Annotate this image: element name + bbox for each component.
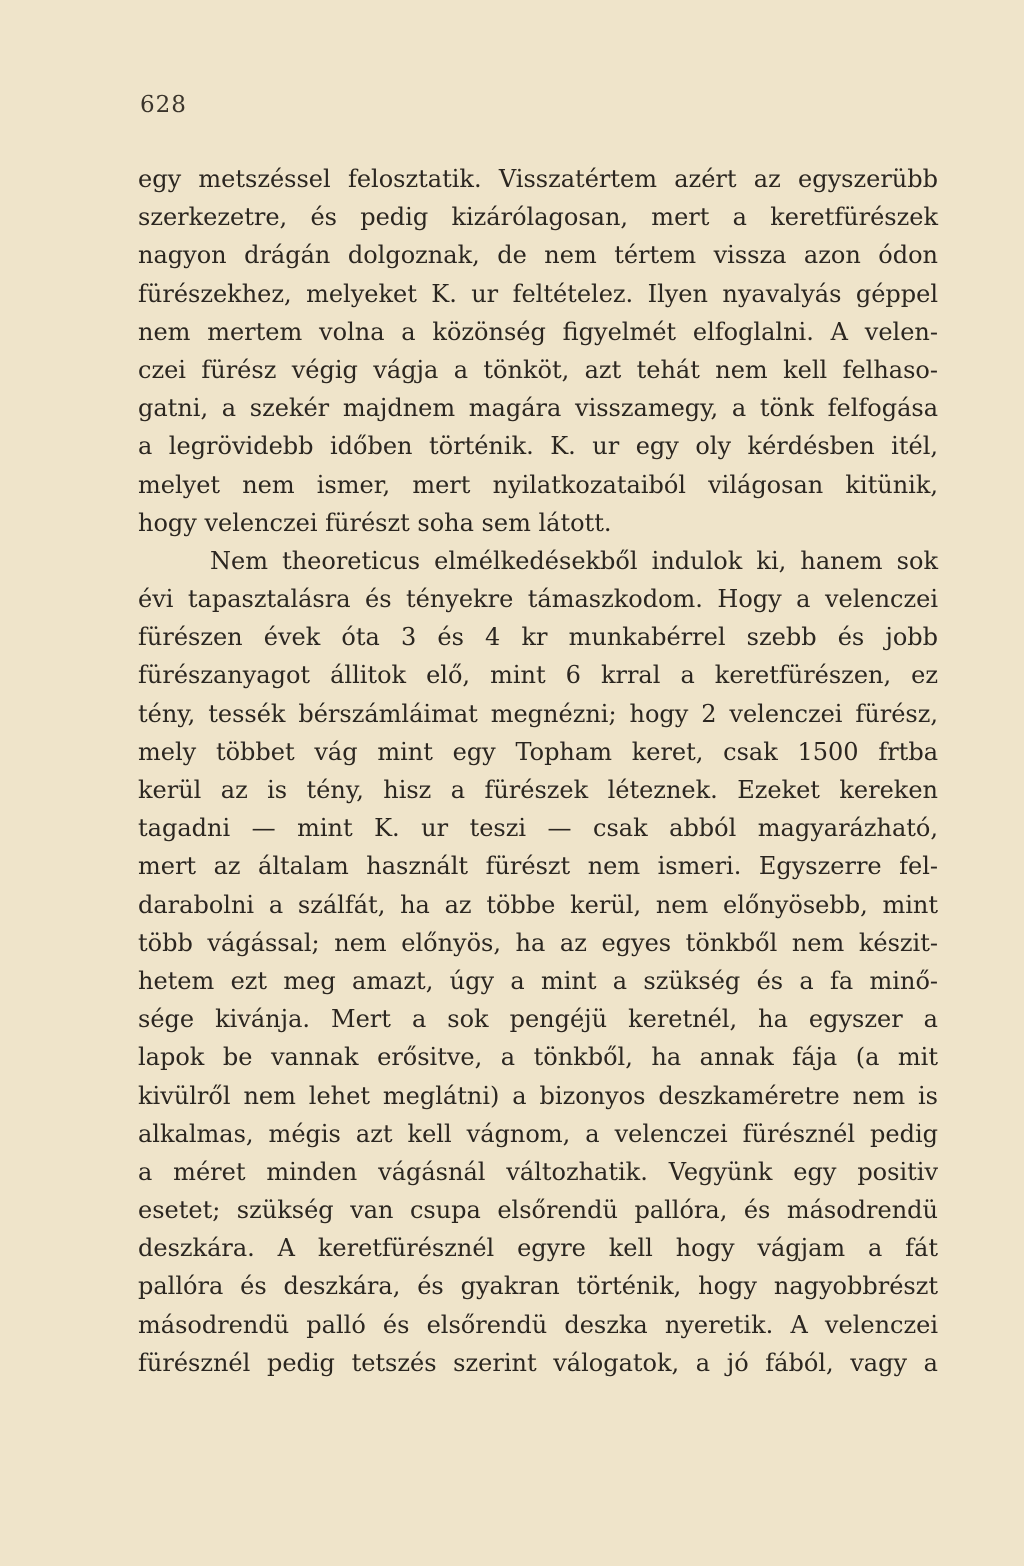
text-line: fürészen évek óta 3 és 4 kr munkabérrel szebb és jobb xyxy=(138,623,938,652)
text-line: a legrövidebb időben történik. K. ur egy oly kérdésben itél, xyxy=(138,432,938,461)
text-line: egy metszéssel felosztatik. Visszatértem azért az egyszerübb xyxy=(138,165,938,193)
text-line: kivülről nem lehet meglátni) a bizonyos deszkaméretre nem is xyxy=(138,1081,938,1110)
text-line: hetem ezt meg amazt, úgy a mint a szükség és a fa minő- xyxy=(138,966,938,995)
text-line: szerkezetre, és pedig kizárólagosan, mert a keretfürészek xyxy=(138,203,938,232)
text-line: hogy velenczei fürészt soha sem látott. xyxy=(138,508,612,537)
text-line: fürészekhez, melyeket K. ur feltételez. Ilyen nyavalyás géppel xyxy=(138,279,938,308)
text-line: alkalmas, mégis azt kell vágnom, a velenczei fürésznél pedig xyxy=(138,1119,938,1148)
text-line: darabolni a szálfát, ha az többe kerül, nem előnyösebb, mint xyxy=(138,890,938,919)
text-line: fürészanyagot állitok elő, mint 6 krral a keretfürészen, ez xyxy=(138,661,938,690)
text-line: nem mertem volna a közönség figyelmét elfoglalni. A velen- xyxy=(138,317,938,346)
text-line: mert az általam használt fürészt nem ismeri. Egyszerre fel- xyxy=(138,852,938,881)
text-line: Nem theoreticus elmélkedésekből indulok ki, hanem sok xyxy=(210,546,938,575)
body-text xyxy=(138,160,938,1382)
text-line: pallóra és deszkára, és gyakran történik, hogy nagyobbrészt xyxy=(138,1272,938,1301)
text-line: több vágással; nem előnyös, ha az egyes tönkből nem készit- xyxy=(138,928,938,957)
text-line: sége kivánja. Mert a sok pengéjü keretnél, ha egyszer a xyxy=(138,1005,938,1034)
text-line: másodrendü palló és elsőrendü deszka nyeretik. A velenczei xyxy=(138,1310,938,1339)
text-line: gatni, a szekér majdnem magára visszamegy, a tönk felfogása xyxy=(138,394,938,423)
text-line: mely többet vág mint egy Topham keret, csak 1500 frtba xyxy=(138,737,938,766)
text-line: kerül az is tény, hisz a fürészek léteznek. Ezeket kereken xyxy=(138,776,938,804)
text-line: esetet; szükség van csupa elsőrendü pallóra, és másodrendü xyxy=(138,1196,938,1225)
text-line: melyet nem ismer, mert nyilatkozataiból világosan kitünik, xyxy=(138,470,938,499)
page-number: 628 xyxy=(140,92,187,118)
text-line: tény, tessék bérszámláimat megnézni; hogy 2 velenczei fürész, xyxy=(138,699,938,728)
text-line: a méret minden vágásnál változhatik. Vegyünk egy positiv xyxy=(138,1157,938,1186)
text-line: tagadni — mint K. ur teszi — csak abból magyarázható, xyxy=(138,814,938,843)
text-line: nagyon drágán dolgoznak, de nem tértem vissza azon ódon xyxy=(138,241,938,270)
text-line: lapok be vannak erősitve, a tönkből, ha annak fája (a mit xyxy=(138,1043,938,1072)
text-line: czei fürész végig vágja a tönköt, azt tehát nem kell felhaso- xyxy=(138,355,938,384)
text-line: deszkára. A keretfürésznél egyre kell hogy vágjam a fát xyxy=(138,1234,938,1263)
text-line: fürésznél pedig tetszés szerint válogatok, a jó fából, vagy a xyxy=(138,1348,938,1377)
text-line: évi tapasztalásra és tényekre támaszkodom. Hogy a velenczei xyxy=(138,585,938,614)
